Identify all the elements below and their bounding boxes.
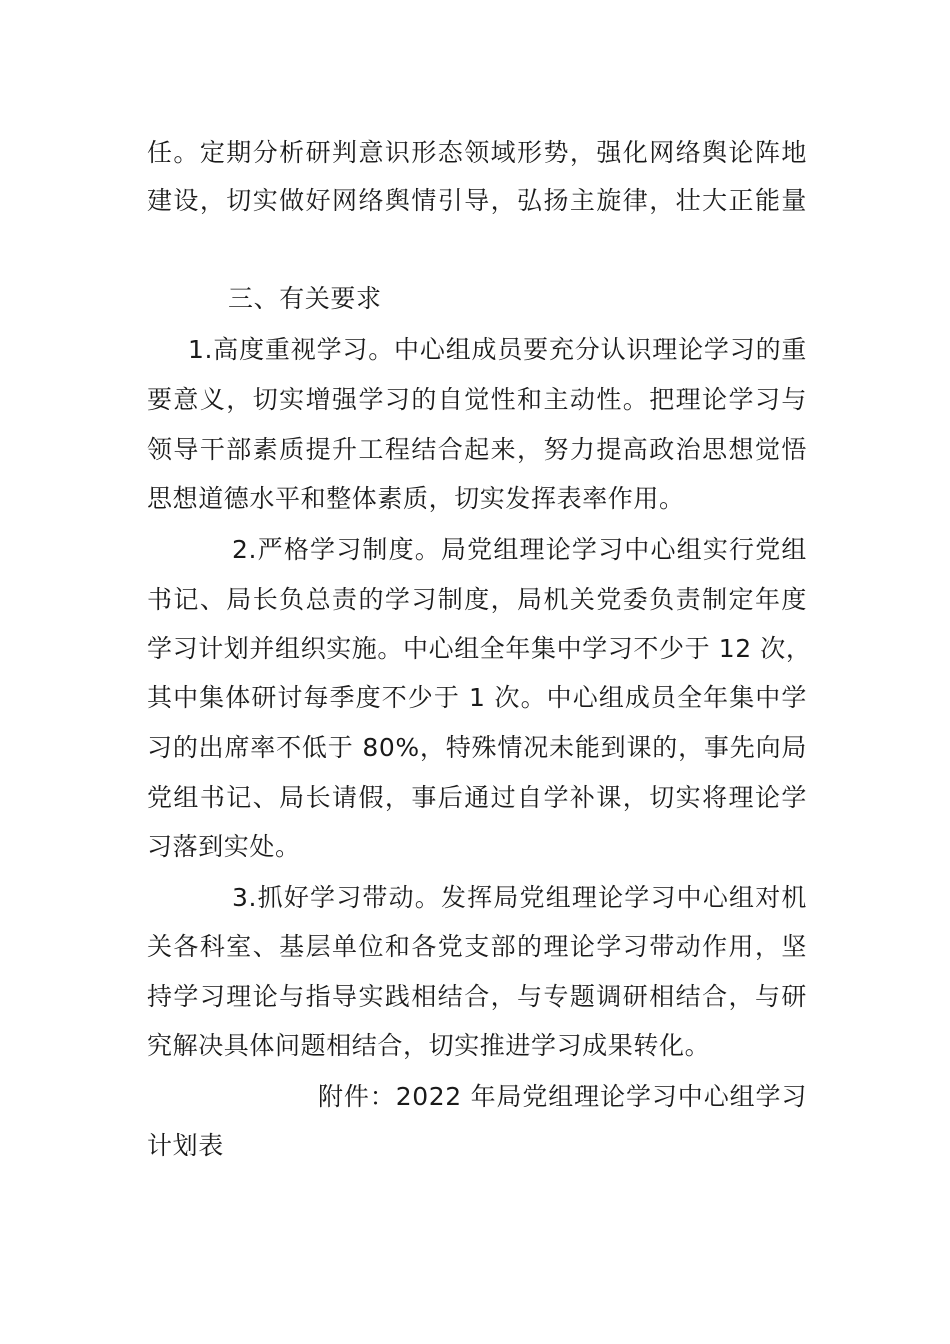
paragraph-line: 究解决具体问题相结合，切实推进学习成果转化。 xyxy=(147,1031,711,1060)
section-heading: 三、有关要求 xyxy=(228,284,382,313)
paragraph-line: 书记、局长负总责的学习制度，局机关党委负责制定年度 xyxy=(147,585,807,614)
paragraph-line: 领导干部素质提升工程结合起来，努力提高政治思想觉悟 xyxy=(147,435,807,464)
paragraph-line: 思想道德水平和整体素质，切实发挥表率作用。 xyxy=(147,484,685,513)
paragraph-line: 2.严格学习制度。局党组理论学习中心组实行党组 xyxy=(232,535,807,564)
paragraph-line: 学习计划并组织实施。中心组全年集中学习不少于 12 次， xyxy=(147,634,812,663)
paragraph-line: 1.高度重视学习。中心组成员要充分认识理论学习的重 xyxy=(188,335,807,364)
paragraph-line: 其中集体研讨每季度不少于 1 次。中心组成员全年集中学 xyxy=(147,683,807,712)
attachment-line: 附件：2022 年局党组理论学习中心组学习 xyxy=(318,1082,807,1111)
paragraph-line: 习的出席率不低于 80%，特殊情况未能到课的，事先向局 xyxy=(147,733,807,762)
paragraph-line: 关各科室、基层单位和各党支部的理论学习带动作用，坚 xyxy=(147,932,807,961)
paragraph-line: 持学习理论与指导实践相结合，与专题调研相结合，与研 xyxy=(147,982,807,1011)
paragraph-line: 要意义，切实增强学习的自觉性和主动性。把理论学习与 xyxy=(147,385,807,414)
paragraph-line: 任。定期分析研判意识形态领域形势，强化网络舆论阵地 xyxy=(147,138,807,167)
paragraph-line: 党组书记、局长请假，事后通过自学补课，切实将理论学 xyxy=(147,783,807,812)
attachment-line: 计划表 xyxy=(147,1131,224,1160)
paragraph-line: 建设，切实做好网络舆情引导，弘扬主旋律，壮大正能量 xyxy=(147,186,807,215)
paragraph-line: 3.抓好学习带动。发挥局党组理论学习中心组对机 xyxy=(232,883,807,912)
paragraph-line: 习落到实处。 xyxy=(147,832,301,861)
